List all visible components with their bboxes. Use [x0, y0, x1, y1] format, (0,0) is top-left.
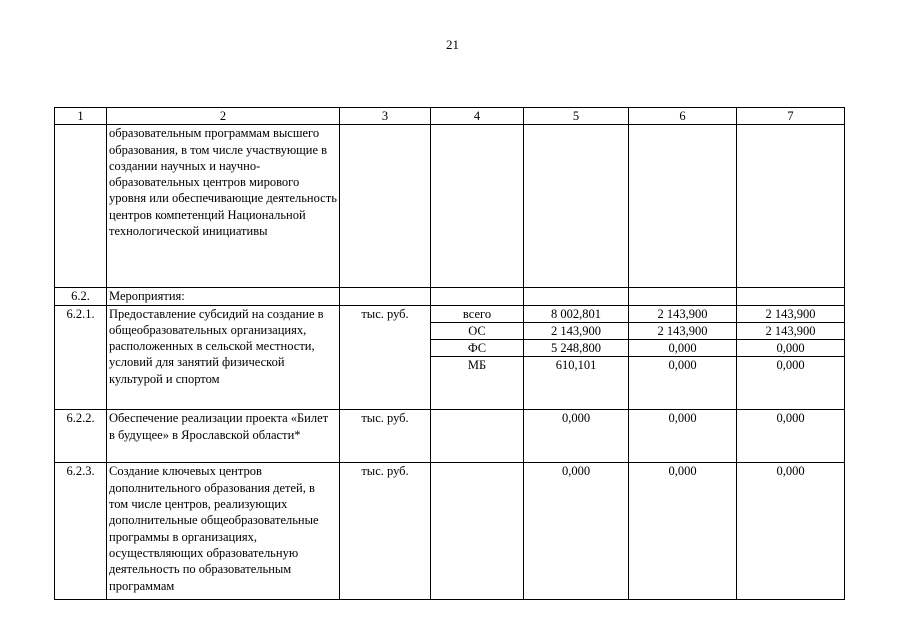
funding-value-6: 2 143,900 — [629, 305, 737, 322]
funding-value-5: 610,101 — [524, 357, 629, 410]
page-number: 21 — [446, 37, 459, 52]
funding-value-7: 0,000 — [737, 340, 845, 357]
row-value-6: 0,000 — [629, 463, 737, 600]
header-col-7: 7 — [737, 108, 845, 125]
table-row — [55, 305, 845, 322]
row-unit: тыс. руб. — [340, 410, 431, 463]
header-row — [55, 108, 845, 125]
section-num: 6.2. — [55, 288, 107, 305]
funding-value-6: 0,000 — [629, 340, 737, 357]
row-num: 6.2.1. — [55, 305, 107, 410]
funding-value-5: 2 143,900 — [524, 322, 629, 339]
header-col-6: 6 — [629, 108, 737, 125]
header-col-2: 2 — [107, 108, 340, 125]
row-unit: тыс. руб. — [340, 463, 431, 600]
section-label: Мероприятия: — [107, 288, 340, 305]
row-value-5: 0,000 — [524, 410, 629, 463]
table-row — [55, 410, 845, 463]
continuation-row — [55, 125, 845, 288]
row-desc: Предоставление субсидий на создание в общеобразовательных организациях, расположенных в сельской местности, условий для занятий физической культурой и спортом — [107, 305, 340, 410]
row-value-5: 0,000 — [524, 463, 629, 600]
header-col-3: 3 — [340, 108, 431, 125]
row-unit: тыс. руб. — [340, 305, 431, 410]
funding-source: всего — [431, 305, 524, 322]
funding-value-7: 0,000 — [737, 357, 845, 410]
funding-source: ОС — [431, 322, 524, 339]
continuation-text: образовательным программам высшего образования, в том числе участвующие в создании научных и научно-образовательных центров мирового уровня или обеспечивающие деятельность центров компетенций Национальной технологической инициативы — [107, 125, 340, 288]
funding-value-6: 2 143,900 — [629, 322, 737, 339]
row-value-7: 0,000 — [737, 463, 845, 600]
row-desc: Обеспечение реализации проекта «Билет в будущее» в Ярославской области* — [107, 410, 340, 463]
row-num: 6.2.3. — [55, 463, 107, 600]
funding-value-6: 0,000 — [629, 357, 737, 410]
funding-source: ФС — [431, 340, 524, 357]
continuation-num — [55, 125, 107, 288]
row-num: 6.2.2. — [55, 410, 107, 463]
funding-value-7: 2 143,900 — [737, 322, 845, 339]
header-col-5: 5 — [524, 108, 629, 125]
row-desc: Создание ключевых центров дополнительного образования детей, в том числе центров, реализующих дополнительные общеобразовательные программы в организациях, осуществляющих образовательную деятельность по образовательным программам — [107, 463, 340, 600]
section-row — [55, 288, 845, 305]
funding-value-5: 5 248,800 — [524, 340, 629, 357]
funding-source: МБ — [431, 357, 524, 410]
funding-value-5: 8 002,801 — [524, 305, 629, 322]
header-col-1: 1 — [55, 108, 107, 125]
header-col-4: 4 — [431, 108, 524, 125]
program-table — [54, 107, 845, 600]
row-value-7: 0,000 — [737, 410, 845, 463]
table-row — [55, 463, 845, 600]
row-value-6: 0,000 — [629, 410, 737, 463]
funding-value-7: 2 143,900 — [737, 305, 845, 322]
